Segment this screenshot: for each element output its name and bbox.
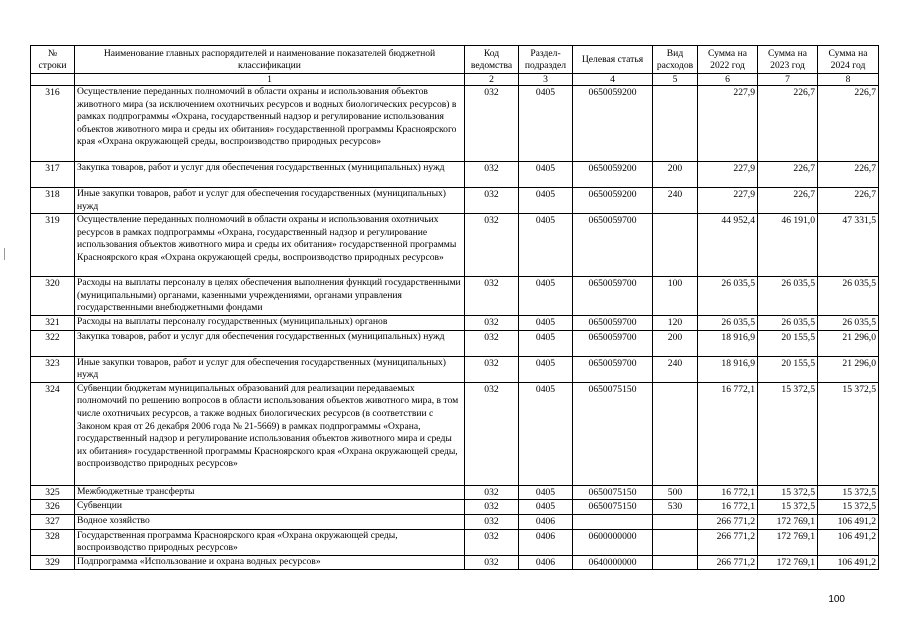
section-code: 0406 xyxy=(519,514,573,529)
department-code: 032 xyxy=(465,214,519,277)
expense-type: 200 xyxy=(653,162,698,188)
department-code: 032 xyxy=(465,277,519,316)
sum-2022: 266 771,2 xyxy=(698,514,758,529)
header-sum-2023: Сумма на 2023 год xyxy=(758,46,818,74)
table-row xyxy=(31,382,879,485)
department-code: 032 xyxy=(465,500,519,515)
section-code: 0405 xyxy=(519,86,573,162)
expense-type: 240 xyxy=(653,356,698,382)
header-name: Наименование главных распорядителей и наименование показателей бюджетной классификации xyxy=(75,46,465,74)
expense-type: 500 xyxy=(653,485,698,500)
department-code: 032 xyxy=(465,86,519,162)
row-number: 328 xyxy=(31,529,75,555)
row-number: 319 xyxy=(31,214,75,277)
expense-type xyxy=(653,86,698,162)
department-code: 032 xyxy=(465,485,519,500)
sum-2024: 106 491,2 xyxy=(818,555,879,570)
row-number: 316 xyxy=(31,86,75,162)
section-code: 0406 xyxy=(519,555,573,570)
section-code: 0405 xyxy=(519,382,573,485)
column-index-row xyxy=(31,74,879,86)
department-code: 032 xyxy=(465,382,519,485)
section-code: 0405 xyxy=(519,485,573,500)
expense-type xyxy=(653,214,698,277)
section-code: 0405 xyxy=(519,162,573,188)
section-code: 0405 xyxy=(519,500,573,515)
table-row xyxy=(31,555,879,570)
row-number: 329 xyxy=(31,555,75,570)
column-index: 1 xyxy=(75,74,465,86)
header-target-article: Целевая статья xyxy=(573,46,653,74)
sum-2023: 172 769,1 xyxy=(758,514,818,529)
target-article: 0650059200 xyxy=(573,188,653,214)
row-name: Водное хозяйство xyxy=(75,514,465,529)
row-name: Расходы на выплаты персоналу государственных (муниципальных) органов xyxy=(75,315,465,330)
target-article: 0650059200 xyxy=(573,162,653,188)
expense-type: 120 xyxy=(653,315,698,330)
department-code: 032 xyxy=(465,330,519,356)
sum-2022: 227,9 xyxy=(698,188,758,214)
sum-2022: 18 916,9 xyxy=(698,356,758,382)
header-row xyxy=(31,46,879,74)
department-code: 032 xyxy=(465,514,519,529)
target-article: 0650059700 xyxy=(573,330,653,356)
header-expense-type: Вид расходов xyxy=(653,46,698,74)
target-article: 0650059700 xyxy=(573,214,653,277)
table-row xyxy=(31,86,879,162)
sum-2023: 226,7 xyxy=(758,86,818,162)
sum-2023: 172 769,1 xyxy=(758,529,818,555)
sum-2023: 26 035,5 xyxy=(758,277,818,316)
table-body xyxy=(31,86,879,570)
section-code: 0406 xyxy=(519,529,573,555)
row-name: Осуществление переданных полномочий в области охраны и использования объектов животного мира (за исключением охотничьих ресурсов и водных биологических ресурсов) в рамках подпрограммы «Охрана, государственный надзор и регулирование использования объектов животного мира и среды их обитания» государственной программы Красноярского края «Охрана окружающей среды, воспроизводство природных ресурсов» xyxy=(75,86,465,162)
target-article: 0650075150 xyxy=(573,500,653,515)
sum-2023: 226,7 xyxy=(758,162,818,188)
table-row xyxy=(31,500,879,515)
department-code: 032 xyxy=(465,162,519,188)
row-name: Государственная программа Красноярского края «Охрана окружающей среды, воспроизводство природных ресурсов» xyxy=(75,529,465,555)
sum-2023: 15 372,5 xyxy=(758,500,818,515)
target-article: 0650075150 xyxy=(573,382,653,485)
row-name: Подпрограмма «Использование и охрана водных ресурсов» xyxy=(75,555,465,570)
table-row xyxy=(31,214,879,277)
column-index: 6 xyxy=(698,74,758,86)
table-row xyxy=(31,277,879,316)
row-name: Межбюджетные трансферты xyxy=(75,485,465,500)
target-article: 0650075150 xyxy=(573,485,653,500)
budget-table xyxy=(30,45,879,570)
sum-2022: 18 916,9 xyxy=(698,330,758,356)
table-row xyxy=(31,514,879,529)
column-index-blank xyxy=(31,74,75,86)
table-row xyxy=(31,315,879,330)
sum-2024: 106 491,2 xyxy=(818,514,879,529)
row-name: Закупка товаров, работ и услуг для обеспечения государственных (муниципальных) нужд xyxy=(75,330,465,356)
row-name: Иные закупки товаров, работ и услуг для обеспечения государственных (муниципальных) нужд xyxy=(75,188,465,214)
sum-2023: 26 035,5 xyxy=(758,315,818,330)
row-name: Расходы на выплаты персоналу в целях обеспечения выполнения функций государственными (муниципальными) органами, казенными учреждениями, органами управления государственными внебюджетными фондами xyxy=(75,277,465,316)
sum-2023: 172 769,1 xyxy=(758,555,818,570)
row-name: Субвенции xyxy=(75,500,465,515)
target-article: 0650059200 xyxy=(573,86,653,162)
sum-2022: 16 772,1 xyxy=(698,485,758,500)
row-number: 318 xyxy=(31,188,75,214)
table-row xyxy=(31,162,879,188)
header-sum-2022: Сумма на 2022 год xyxy=(698,46,758,74)
expense-type: 530 xyxy=(653,500,698,515)
scan-artifact-mark xyxy=(4,248,5,260)
page-number: 100 xyxy=(828,594,845,605)
target-article: 0650059700 xyxy=(573,315,653,330)
column-index: 7 xyxy=(758,74,818,86)
row-number: 326 xyxy=(31,500,75,515)
sum-2023: 15 372,5 xyxy=(758,485,818,500)
column-index: 8 xyxy=(818,74,879,86)
sum-2023: 20 155,5 xyxy=(758,330,818,356)
sum-2023: 226,7 xyxy=(758,188,818,214)
sum-2024: 21 296,0 xyxy=(818,330,879,356)
row-name: Иные закупки товаров, работ и услуг для обеспечения государственных (муниципальных) нужд xyxy=(75,356,465,382)
sum-2023: 46 191,0 xyxy=(758,214,818,277)
expense-type xyxy=(653,529,698,555)
section-code: 0405 xyxy=(519,315,573,330)
sum-2024: 226,7 xyxy=(818,162,879,188)
sum-2024: 26 035,5 xyxy=(818,277,879,316)
sum-2024: 21 296,0 xyxy=(818,356,879,382)
row-name: Субвенции бюджетам муниципальных образований для реализации передаваемых полномочий по решению вопросов в области использования объектов животного мира, в том числе охотничьих ресурсов, а также водных биологических ресурсов (в соответствии с Законом края от 26 декабря 2006 года № 21-5669) в рамках подпрограммы «Охрана, государственный надзор и регулирование использования объектов животного мира и среды их обитания» государственной программы Красноярского края «Охрана окружающей среды, воспроизводство природных ресурсов» xyxy=(75,382,465,485)
department-code: 032 xyxy=(465,555,519,570)
table-row xyxy=(31,330,879,356)
header-section: Раздел-подраздел xyxy=(519,46,573,74)
sum-2022: 227,9 xyxy=(698,86,758,162)
column-index: 4 xyxy=(573,74,653,86)
expense-type xyxy=(653,555,698,570)
sum-2023: 20 155,5 xyxy=(758,356,818,382)
department-code: 032 xyxy=(465,315,519,330)
row-number: 323 xyxy=(31,356,75,382)
sum-2024: 15 372,5 xyxy=(818,500,879,515)
sum-2022: 26 035,5 xyxy=(698,315,758,330)
sum-2024: 26 035,5 xyxy=(818,315,879,330)
section-code: 0405 xyxy=(519,356,573,382)
table-row xyxy=(31,485,879,500)
header-row-number: № строки xyxy=(31,46,75,74)
sum-2022: 227,9 xyxy=(698,162,758,188)
table-row xyxy=(31,356,879,382)
expense-type: 100 xyxy=(653,277,698,316)
row-number: 320 xyxy=(31,277,75,316)
section-code: 0405 xyxy=(519,188,573,214)
sum-2022: 266 771,2 xyxy=(698,529,758,555)
sum-2024: 15 372,5 xyxy=(818,485,879,500)
expense-type xyxy=(653,514,698,529)
target-article xyxy=(573,514,653,529)
row-number: 321 xyxy=(31,315,75,330)
sum-2022: 16 772,1 xyxy=(698,500,758,515)
sum-2023: 15 372,5 xyxy=(758,382,818,485)
section-code: 0405 xyxy=(519,277,573,316)
row-number: 322 xyxy=(31,330,75,356)
sum-2024: 15 372,5 xyxy=(818,382,879,485)
row-number: 325 xyxy=(31,485,75,500)
table-row xyxy=(31,188,879,214)
column-index: 5 xyxy=(653,74,698,86)
row-number: 327 xyxy=(31,514,75,529)
sum-2024: 47 331,5 xyxy=(818,214,879,277)
expense-type xyxy=(653,382,698,485)
department-code: 032 xyxy=(465,356,519,382)
column-index: 2 xyxy=(465,74,519,86)
sum-2022: 26 035,5 xyxy=(698,277,758,316)
target-article: 0650059700 xyxy=(573,356,653,382)
target-article: 0650059700 xyxy=(573,277,653,316)
department-code: 032 xyxy=(465,188,519,214)
table-row xyxy=(31,529,879,555)
department-code: 032 xyxy=(465,529,519,555)
sum-2024: 226,7 xyxy=(818,188,879,214)
row-number: 324 xyxy=(31,382,75,485)
budget-table-sheet xyxy=(30,45,879,570)
row-number: 317 xyxy=(31,162,75,188)
row-name: Закупка товаров, работ и услуг для обеспечения государственных (муниципальных) нужд xyxy=(75,162,465,188)
sum-2022: 16 772,1 xyxy=(698,382,758,485)
sum-2024: 106 491,2 xyxy=(818,529,879,555)
sum-2022: 266 771,2 xyxy=(698,555,758,570)
expense-type: 240 xyxy=(653,188,698,214)
section-code: 0405 xyxy=(519,330,573,356)
header-department-code: Код ведомства xyxy=(465,46,519,74)
row-name: Осуществление переданных полномочий в области охраны и использования охотничьих ресурсов в рамках подпрограммы «Охрана, государственный надзор и регулирование использования объектов животного мира и среды их обитания» государственной программы Красноярского края «Охрана окружающей среды, воспроизводство природных ресурсов» xyxy=(75,214,465,277)
sum-2024: 226,7 xyxy=(818,86,879,162)
header-sum-2024: Сумма на 2024 год xyxy=(818,46,879,74)
expense-type: 200 xyxy=(653,330,698,356)
target-article: 0640000000 xyxy=(573,555,653,570)
section-code: 0405 xyxy=(519,214,573,277)
sum-2022: 44 952,4 xyxy=(698,214,758,277)
target-article: 0600000000 xyxy=(573,529,653,555)
column-index: 3 xyxy=(519,74,573,86)
